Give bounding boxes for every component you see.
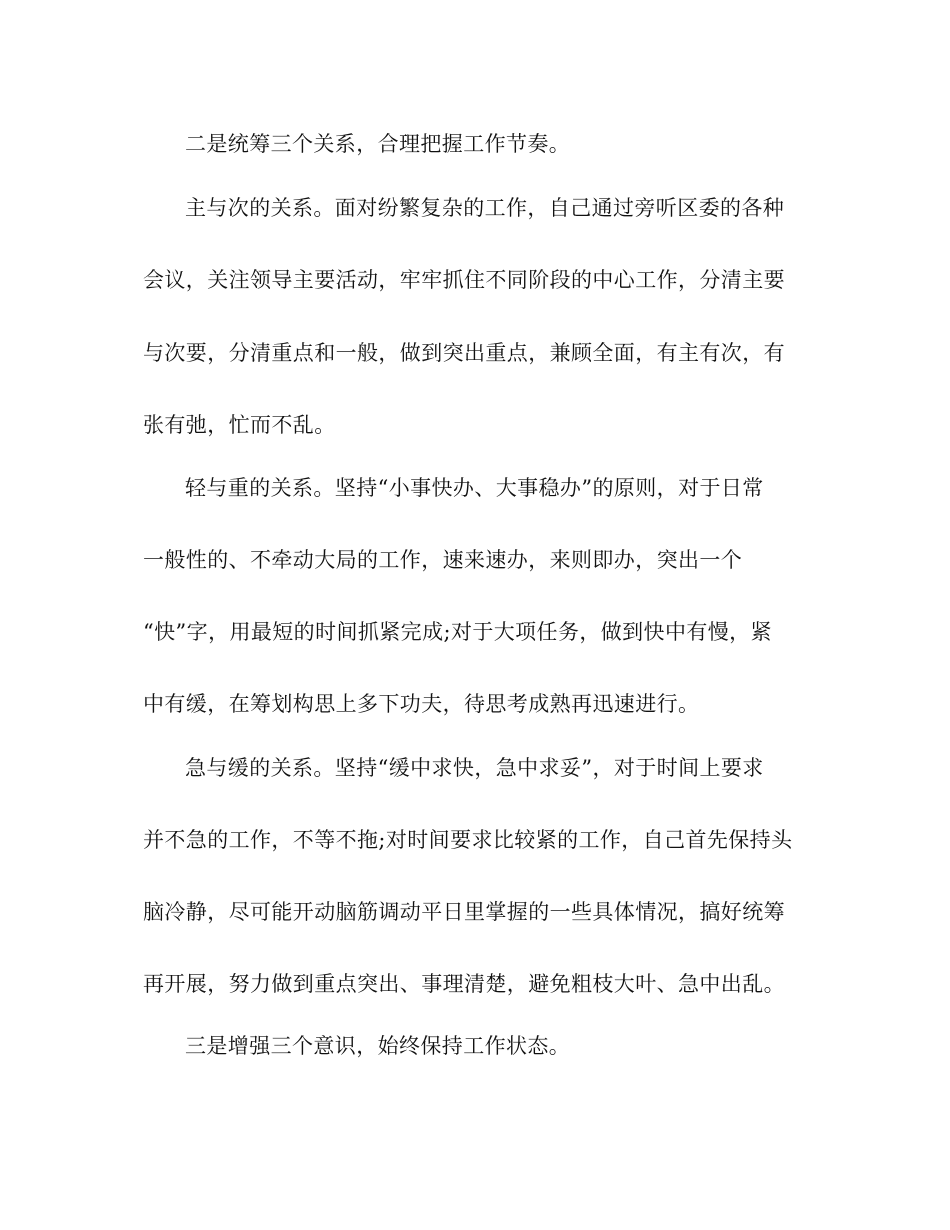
paragraph-line: 三是增强三个意识，始终保持工作状态。 (185, 1034, 571, 1058)
paragraph-line: 脑冷静，尽可能开动脑筋调动平日里掌握的一些具体情况，搞好统筹 (143, 900, 785, 924)
paragraph-line: 急与缓的关系。坚持“缓中求快，急中求妥”，对于时间上要求 (185, 756, 764, 780)
paragraph-line: 主与次的关系。面对纷繁复杂的工作，自己通过旁听区委的各种 (185, 196, 785, 220)
paragraph-line: 一般性的、不牵动大局的工作，速来速办，来则即办，突出一个 (143, 548, 743, 572)
paragraph-line: 与次要，分清重点和一般，做到突出重点，兼顾全面，有主有次，有 (143, 341, 785, 365)
paragraph-line: 张有弛，忙而不乱。 (143, 413, 336, 437)
paragraph-line: “快”字，用最短的时间抓紧完成;对于大项任务，做到快中有慢，紧 (143, 620, 772, 644)
paragraph-line: 二是统筹三个关系，合理把握工作节奏。 (185, 132, 571, 156)
paragraph-line: 并不急的工作，不等不拖;对时间要求比较紧的工作，自己首先保持头 (143, 828, 793, 852)
paragraph-line: 会议，关注领导主要活动，牢牢抓住不同阶段的中心工作，分清主要 (143, 268, 785, 292)
paragraph-line: 再开展，努力做到重点突出、事理清楚，避免粗枝大叶、急中出乱。 (143, 972, 785, 996)
paragraph-line: 中有缓，在筹划构思上多下功夫，待思考成熟再迅速进行。 (143, 692, 700, 716)
paragraph-line: 轻与重的关系。坚持“小事快办、大事稳办”的原则，对于日常 (185, 476, 764, 500)
